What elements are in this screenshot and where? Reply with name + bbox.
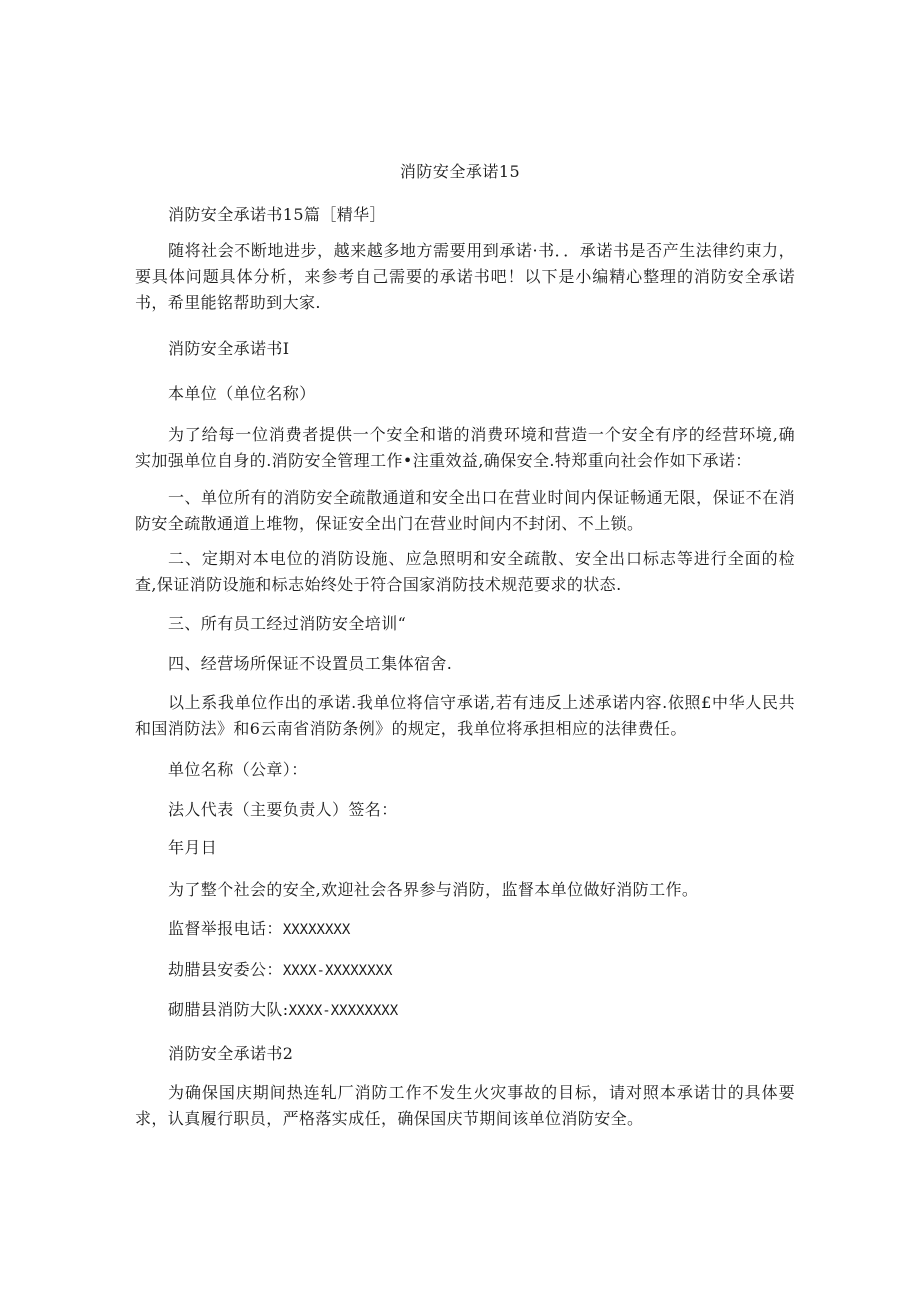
unit-name-line: 本单位（单位名称）	[168, 384, 316, 403]
closing-paragraph: 以上系我单位作出的承诺.我单位将信守承诺,若有违反上述承诺内容.依照£中华人民共和国消防法》和6云南省消防条例》的规定，我单位将承担相应的法律费任。	[135, 693, 795, 738]
signature-line: 法人代表（主要负责人）签名：	[168, 800, 398, 819]
fire-brigade-label: 砌腊县消防大队:	[168, 1000, 289, 1019]
section-2-body: 为确保国庆期间热连轧厂消防工作不发生火灾事故的目标，请对照本承诺廿的具体要求，认真履行职员，严格落实成任，确保国庆节期间该单位消防安全。	[135, 1083, 795, 1128]
supervision-line: 为了整个社会的安全,欢迎社会各界参与消防，监督本单位做好消防工作。	[168, 880, 699, 899]
section-1-heading: 消防安全承诺书I	[168, 339, 290, 358]
document-subtitle: 消防安全承诺书15篇［精华］	[168, 205, 386, 224]
safety-office-value: XXXX-XXXXXXXX	[282, 963, 393, 979]
document-title: 消防安全承诺15	[399, 162, 521, 181]
fire-brigade-value: XXXX-XXXXXXXX	[288, 1003, 399, 1019]
commitment-item-3: 三、所有员工经过消防安全培训“	[168, 614, 407, 633]
purpose-paragraph: 为了给每一位消费者提供一个安全和谐的消费环境和营造一个安全有序的经营环境,确实加强单位自身的.消防安全管理工作•注重效益,确保安全.特郑重向社会作如下承诺：	[135, 425, 795, 470]
fire-brigade-row	[168, 998, 398, 1023]
safety-office-row	[168, 958, 392, 983]
commitment-item-4: 四、经营场所保证不设置员工集体宿舍.	[168, 654, 453, 673]
seal-line: 单位名称（公章）：	[168, 760, 308, 779]
intro-paragraph: 随将社会不断地进步，越来越多地方需要用到承诺·书．．承诺书是否产生法律约束力，要具体问题具体分析，来参考自己需要的承诺书吧！以下是小编精心整理的消防安全承诺书，希里能铭帮助到大家.	[135, 241, 795, 312]
date-line: 年月日	[168, 838, 218, 857]
hotline-row	[168, 917, 350, 942]
commitment-item-1: 一、单位所有的消防安全疏散通道和安全出口在营业时间内保证畅通无限，保证不在消防安全疏散通道上堆物，保证安全出门在营业时间内不封闭、不上锁。	[135, 488, 795, 533]
safety-office-label: 劫腊县安委公：	[168, 960, 283, 979]
section-2-heading: 消防安全承诺书2	[168, 1044, 294, 1063]
hotline-value: XXXXXXXX	[282, 922, 351, 938]
commitment-item-2: 二、定期对本电位的消防设施、应急照明和安全疏散、安全出口标志等进行全面的检查,保证消防设施和标志始终处于符合国家消防技术规范要求的状态.	[135, 549, 795, 594]
hotline-label: 监督举报电话：	[168, 919, 283, 938]
